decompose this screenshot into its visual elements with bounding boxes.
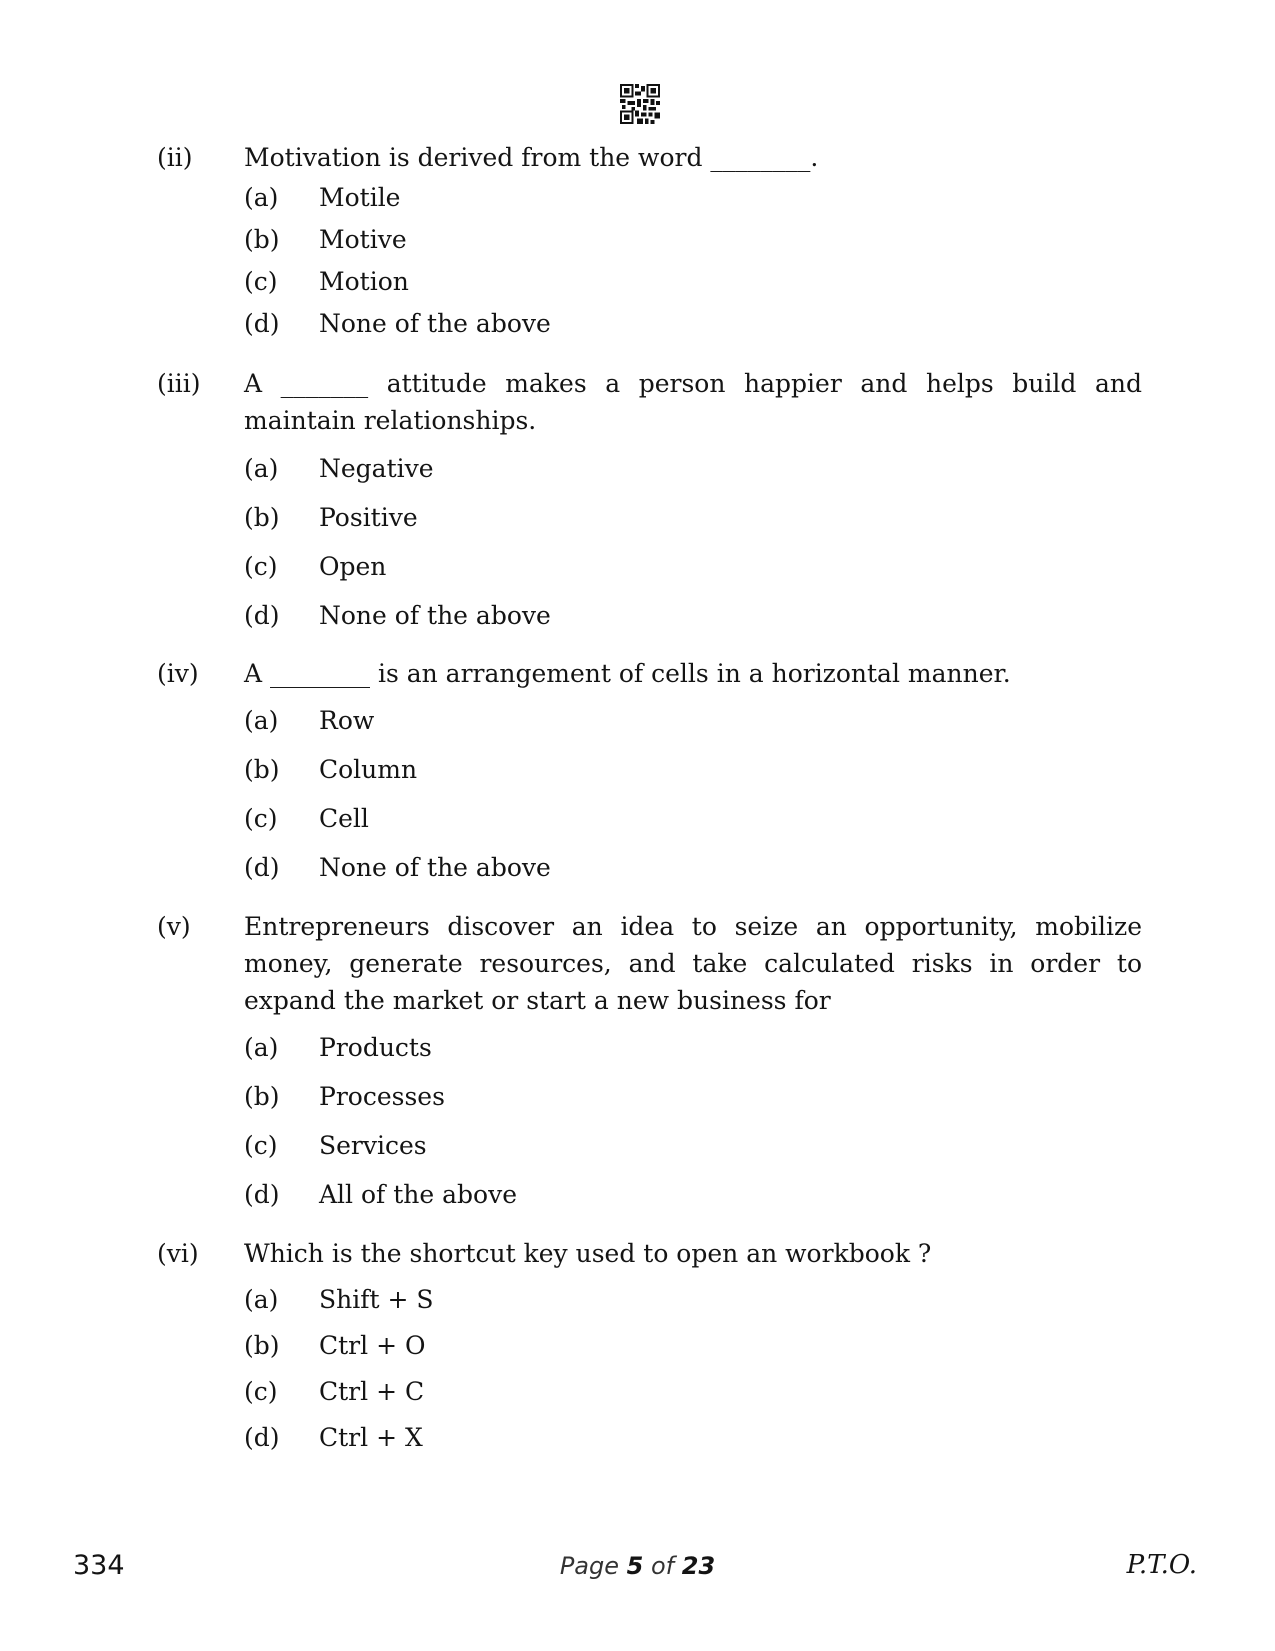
page-current: 5 (626, 1552, 644, 1580)
question-number: (ii) (157, 143, 193, 172)
option (244, 176, 1142, 218)
question-text: Entrepreneurs discover an idea to seize an opportunity, mobilize money, generate resources, and take calculated risks in order to expand the market or start a new business for (244, 912, 1142, 1015)
option (244, 1023, 1142, 1072)
option-text: Ctrl + O (319, 1330, 426, 1360)
option (244, 444, 1142, 493)
option (244, 260, 1142, 302)
option-label: (b) (244, 503, 280, 532)
question-iii (157, 365, 1142, 640)
option-label: (a) (244, 1284, 279, 1314)
option (244, 1170, 1142, 1219)
page-number (0, 1552, 1275, 1580)
option (244, 794, 1142, 843)
option-label: (c) (244, 266, 278, 296)
option-label: (d) (244, 308, 280, 338)
question-number: (vi) (157, 1239, 199, 1268)
option (244, 1121, 1142, 1170)
option-text: Processes (319, 1082, 445, 1111)
option (244, 1368, 1142, 1414)
option-label: (d) (244, 853, 280, 882)
option-list (244, 1023, 1142, 1219)
option-label: (a) (244, 706, 279, 735)
question-vi (157, 1235, 1142, 1460)
question-number: (iv) (157, 659, 199, 688)
question-text: Motivation is derived from the word ________. (244, 143, 819, 172)
question-text: A _______ attitude makes a person happier and helps build and maintain relationships. (244, 369, 1142, 435)
option-text: Negative (319, 454, 434, 483)
pto-label: P.T.O. (1126, 1550, 1197, 1580)
option-label: (c) (244, 1131, 278, 1160)
option (244, 1414, 1142, 1460)
option (244, 591, 1142, 640)
option-label: (b) (244, 755, 280, 784)
option-text: Motile (319, 182, 401, 212)
option-label: (c) (244, 1376, 278, 1406)
option (244, 218, 1142, 260)
option-text: Ctrl + C (319, 1376, 425, 1406)
option-text: None of the above (319, 853, 551, 882)
question-v (157, 908, 1142, 1219)
option (244, 1322, 1142, 1368)
option-label: (d) (244, 1180, 280, 1209)
question-text: A ________ is an arrangement of cells in a horizontal manner. (244, 659, 1011, 688)
option-label: (b) (244, 1330, 280, 1360)
option-text: None of the above (319, 308, 551, 338)
option (244, 1072, 1142, 1121)
option-text: Motive (319, 224, 407, 254)
option-list (244, 696, 1142, 892)
option-text: Shift + S (319, 1284, 434, 1314)
question-number: (v) (157, 912, 191, 941)
qr-code-icon (620, 84, 660, 124)
option (244, 745, 1142, 794)
option-label: (b) (244, 1082, 280, 1111)
option-text: Services (319, 1131, 427, 1160)
option-label: (c) (244, 804, 278, 833)
option-label: (d) (244, 1422, 280, 1452)
option-label: (c) (244, 552, 278, 581)
option (244, 493, 1142, 542)
option (244, 302, 1142, 344)
option-list (244, 444, 1142, 640)
option (244, 1276, 1142, 1322)
paper-code: 334 (73, 1550, 125, 1581)
option-label: (b) (244, 224, 280, 254)
question-number: (iii) (157, 369, 201, 398)
option-text: All of the above (319, 1180, 518, 1209)
page-total: 23 (681, 1552, 716, 1580)
option-text: None of the above (319, 601, 551, 630)
option-label: (a) (244, 182, 279, 212)
option (244, 542, 1142, 591)
question-text: Which is the shortcut key used to open an workbook ? (244, 1239, 932, 1268)
option-label: (a) (244, 454, 279, 483)
page-footer (0, 1550, 1275, 1590)
option-text: Column (319, 755, 418, 784)
option-text: Row (319, 706, 375, 735)
option-list (244, 176, 1142, 344)
option-text: Open (319, 552, 387, 581)
page-prefix: Page (559, 1552, 619, 1580)
option-text: Products (319, 1033, 432, 1062)
question-ii (157, 139, 1142, 344)
option-text: Motion (319, 266, 409, 296)
option-list (244, 1276, 1142, 1460)
option-text: Cell (319, 804, 369, 833)
question-iv (157, 655, 1142, 892)
option-text: Ctrl + X (319, 1422, 423, 1452)
question-list (157, 139, 1142, 1460)
option (244, 843, 1142, 892)
option-label: (d) (244, 601, 280, 630)
option-text: Positive (319, 503, 418, 532)
option-label: (a) (244, 1033, 279, 1062)
page-of: of (650, 1552, 675, 1580)
option (244, 696, 1142, 745)
